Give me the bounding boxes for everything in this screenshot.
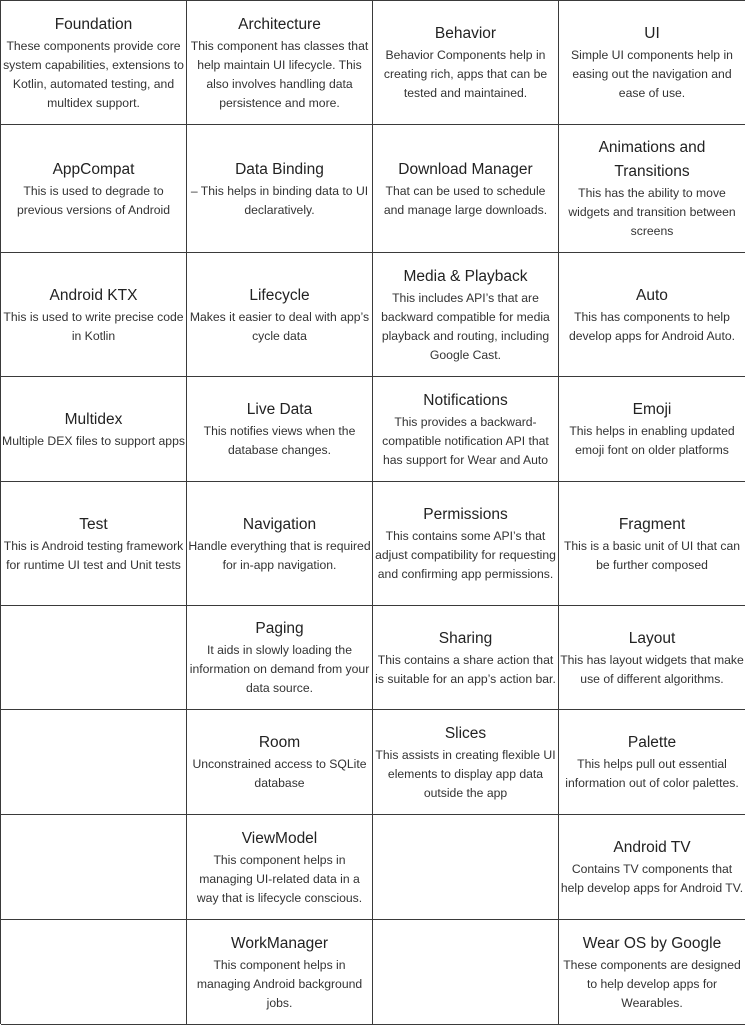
component-title: Layout: [628, 629, 676, 647]
table-cell: [373, 710, 559, 815]
component-description: This contains a share action that is suitable for an app’s action bar.: [375, 652, 556, 686]
table-cell: [187, 920, 373, 1025]
component-title: Navigation: [242, 515, 317, 533]
component-title: Emoji: [632, 401, 672, 418]
component-title: Media & Playback: [403, 267, 528, 285]
component-title: AppCompat: [52, 160, 135, 178]
component-description: This provides a backward-compatible notification API that has support for Wear and Auto: [382, 414, 549, 467]
table-cell: [187, 482, 373, 606]
table-cell: [187, 815, 373, 920]
component-title: Sharing: [438, 629, 493, 647]
table-cell: [187, 125, 373, 253]
component-title: Foundation: [54, 15, 133, 33]
table-cell: [559, 482, 745, 606]
component-description: Behavior Components help in creating rich, apps that can be tested and maintained.: [383, 48, 548, 100]
component-title: Permissions: [423, 506, 508, 523]
table-cell: [187, 606, 373, 710]
component-description: This contains some API’s that adjust compatibility for requesting and confirming app permissions.: [375, 529, 556, 581]
component-description: This is used to degrade to previous versions of Android: [16, 183, 171, 217]
component-description: Unconstrained access to SQLite database: [192, 757, 367, 790]
component-description: This helps in enabling updated emoji font on older platforms: [569, 424, 735, 457]
component-title: Download Manager: [398, 160, 533, 178]
component-title: Fragment: [618, 515, 686, 533]
table-cell: [373, 125, 559, 253]
component-description: This has layout widgets that make use of different algorithms.: [560, 652, 744, 686]
table-cell: [1, 482, 187, 606]
table-cell: [1, 125, 187, 253]
empty-cell: [1, 710, 187, 815]
component-title: Room: [258, 734, 301, 751]
component-description: This component has classes that help maintain UI lifecycle. This also involves handling data persistence and more.: [190, 38, 369, 110]
component-description: This is a basic unit of UI that can be further composed: [563, 538, 741, 572]
component-title: Behavior: [434, 25, 497, 42]
component-description: Handle everything that is required for in-app navigation.: [188, 538, 371, 572]
component-title: Live Data: [246, 401, 313, 418]
component-description: This has components to help develop apps for Android Auto.: [568, 309, 735, 343]
component-description: These components provide core system capabilities, extensions to Kotlin, automated testing, and multidex support.: [3, 38, 184, 110]
component-title: WorkManager: [230, 934, 329, 952]
component-title: Paging: [255, 620, 304, 637]
table-cell: [373, 606, 559, 710]
component-title: Android KTX: [49, 286, 138, 304]
component-title: Multidex: [64, 410, 123, 428]
empty-cell: [1, 920, 187, 1025]
component-description: This assists in creating flexible UI elements to display app data outside the app: [375, 747, 556, 800]
table-cell: [559, 710, 745, 815]
empty-cell: [1, 815, 187, 920]
component-title: Notifications: [423, 391, 508, 409]
component-title: Architecture: [238, 15, 321, 33]
component-description: This includes API’s that are backward compatible for media playback and routing, including Google Cast.: [381, 290, 550, 362]
table-cell: [559, 815, 745, 920]
table-cell: [373, 377, 559, 482]
component-description: These components are designed to help develop apps for Wearables.: [563, 957, 741, 1010]
table-cell: [1, 377, 187, 482]
empty-cell: [373, 815, 559, 920]
component-title: Slices: [444, 724, 487, 742]
table-cell: [559, 377, 745, 482]
component-description: Multiple DEX files to support apps: [2, 433, 185, 448]
table-cell: [559, 1, 745, 125]
component-description: This component helps in managing Android background jobs.: [196, 957, 363, 1010]
component-description: This component helps in managing UI-related data in a way that is lifecycle conscious.: [196, 852, 363, 905]
component-description: This is used to write precise code in Kotlin: [3, 309, 184, 343]
component-description: That can be used to schedule and manage large downloads.: [383, 183, 548, 217]
table-cell: [373, 1, 559, 125]
empty-cell: [373, 920, 559, 1025]
component-description: This notifies views when the database changes.: [203, 424, 356, 457]
component-description: – This helps in binding data to UI declaratively.: [190, 183, 369, 217]
table-cell: [559, 606, 745, 710]
empty-cell: [1, 606, 187, 710]
table-cell: [559, 253, 745, 377]
component-title: Lifecycle: [249, 286, 310, 304]
table-cell: [373, 253, 559, 377]
component-title: Android TV: [613, 839, 691, 856]
component-title: Auto: [636, 286, 668, 304]
component-description: This is Android testing framework for runtime UI test and Unit tests: [3, 538, 184, 572]
table-cell: [559, 920, 745, 1025]
component-title: Data Binding: [235, 160, 324, 178]
table-cell: [187, 1, 373, 125]
component-description: This has the ability to move widgets and transition between screens: [568, 186, 736, 238]
component-title: Palette: [627, 734, 677, 751]
component-title: Wear OS by Google: [582, 934, 722, 952]
component-title: Animations and Transitions: [598, 139, 706, 180]
table-cell: [559, 125, 745, 253]
table-cell: [187, 710, 373, 815]
component-title: UI: [644, 25, 660, 42]
component-title: ViewModel: [241, 829, 318, 847]
table-cell: [373, 482, 559, 606]
component-title: Test: [79, 515, 108, 533]
table-cell: [187, 253, 373, 377]
table-cell: [1, 1, 187, 125]
component-description: Makes it easier to deal with app’s cycle data: [189, 309, 370, 343]
table-cell: [1, 253, 187, 377]
component-description: It aids in slowly loading the information on demand from your data source.: [189, 643, 370, 695]
component-description: Simple UI components help in easing out the navigation and ease of use.: [571, 48, 733, 100]
component-description: Contains TV components that help develop apps for Android TV.: [560, 862, 744, 895]
table-cell: [187, 377, 373, 482]
component-description: This helps pull out essential information out of color palettes.: [565, 757, 739, 790]
